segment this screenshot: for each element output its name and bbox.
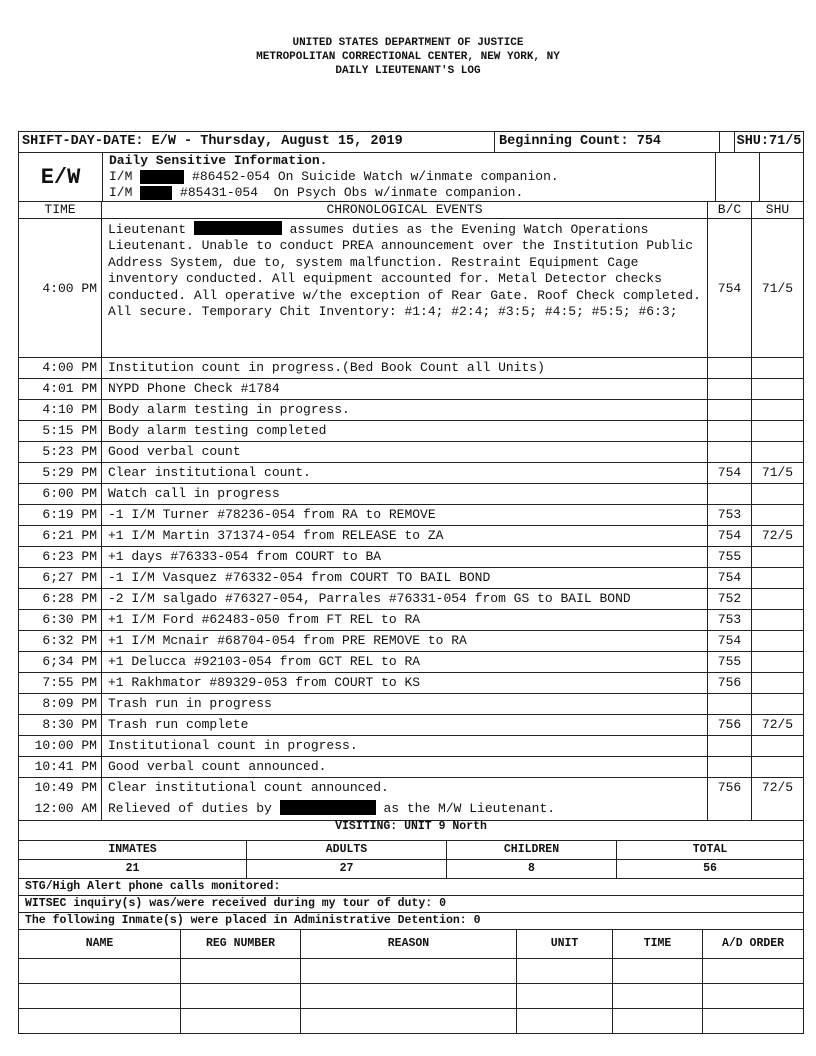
entry-shu [752, 673, 803, 693]
sensitive-info-row [19, 153, 803, 202]
redaction-block [140, 186, 172, 200]
entry-shu [752, 358, 803, 378]
log-entry [19, 610, 803, 631]
entry-time: 4:00 PM [19, 358, 102, 378]
entry-bc [708, 400, 752, 420]
entry-event-prefix: Lieutenant [108, 222, 194, 237]
entry-event-text: assumes duties as the Evening Watch Operations Lieutenant. Unable to conduct PREA announcement over the Institution Public Address System, due to, system malfunction. Restraint Equipment Cage inventory conducted. All equipment accounted for. Metal Detector checks conducted. All operative w/the exception of Rear Gate. Roof Check completed. All secure. Temporary Chit Inventory: #1:4; #2:4; #3:5; #4:5; #5:5; #6:3; [108, 222, 701, 320]
log-entry [19, 652, 803, 673]
log-entry [19, 757, 803, 778]
entry-event: Trash run in progress [102, 694, 708, 714]
entry-bc: 753 [708, 505, 752, 525]
entry-event: -1 I/M Turner #78236-054 from RA to REMOVE [102, 505, 708, 525]
visiting-children-value: 8 [447, 860, 617, 878]
entry-event: +1 Rakhmator #89329-053 from COURT to KS [102, 673, 708, 693]
entry-bc: 753 [708, 610, 752, 630]
entry-time: 7:55 PM [19, 673, 102, 693]
detention-cell [613, 959, 703, 983]
sensitive-line-2 [109, 185, 715, 201]
document-header [0, 36, 816, 78]
inmate-prefix: I/M [109, 185, 133, 200]
entry-shu [752, 589, 803, 609]
entry-shu [752, 379, 803, 399]
entry-time: 6:32 PM [19, 631, 102, 651]
visiting-adults-label: ADULTS [247, 841, 447, 859]
entry-time: 12:00 AM [19, 798, 102, 820]
visiting-adults-value: 27 [247, 860, 447, 878]
entry-bc: 754 [708, 631, 752, 651]
entry-shu: 72/5 [761, 780, 794, 795]
entry-bc [708, 694, 752, 714]
visiting-inmates-label: INMATES [19, 841, 247, 859]
beginning-count: Beginning Count: 754 [495, 132, 720, 152]
sensitive-line-1 [109, 169, 715, 185]
entry-shu [752, 547, 803, 567]
detention-cell [19, 984, 181, 1008]
entry-time: 5:15 PM [19, 421, 102, 441]
entry-time: 6:23 PM [19, 547, 102, 567]
entry-event: +1 Delucca #92103-054 from GCT REL to RA [102, 652, 708, 672]
log-entry [19, 526, 803, 547]
col-time-header: TIME [19, 202, 102, 218]
visiting-header-row [19, 841, 803, 860]
visiting-title: VISITING: UNIT 9 North [19, 813, 803, 841]
log-entry [19, 568, 803, 589]
detention-cell [703, 1009, 803, 1033]
detention-col-order: A/D ORDER [721, 937, 785, 950]
inmate-prefix: I/M [109, 169, 133, 184]
entry-time: 8:09 PM [19, 694, 102, 714]
entry-time: 6;34 PM [19, 652, 102, 672]
watch-label: E/W [19, 153, 103, 201]
entry-event: Body alarm testing in progress. [102, 400, 708, 420]
entry-shu [752, 442, 803, 462]
entry-bc: 755 [708, 652, 752, 672]
entry-time: 4:01 PM [19, 379, 102, 399]
detention-col-reg: REG NUMBER [181, 930, 301, 958]
entry-time: 4:10 PM [19, 400, 102, 420]
detention-cell [703, 959, 803, 983]
entry-event: Watch call in progress [102, 484, 708, 504]
sensitive-title: Daily Sensitive Information. [109, 153, 328, 168]
entry-event: -2 I/M salgado #76327-054, Parrales #76331-054 from GS to BAIL BOND [102, 589, 708, 609]
entry-event: +1 I/M Ford #62483-050 from FT REL to RA [102, 610, 708, 630]
entry-event: +1 I/M Martin 371374-054 from RELEASE to ZA [102, 526, 708, 546]
entry-bc: 752 [708, 589, 752, 609]
entry-time: 6:19 PM [19, 505, 102, 525]
column-header-row [19, 202, 803, 219]
detention-cell [301, 959, 517, 983]
log-entry [19, 358, 803, 379]
col-shu-header: SHU [765, 202, 790, 217]
entry-event: Clear institutional count announced. [102, 778, 708, 798]
entry-event: NYPD Phone Check #1784 [102, 379, 708, 399]
redaction-block [194, 221, 282, 235]
sensitive-line-2-text: #85431-054 On Psych Obs w/inmate companion. [172, 185, 524, 200]
entry-bc: 754 [708, 568, 752, 588]
detention-cell [517, 984, 613, 1008]
detention-cell [301, 1009, 517, 1033]
entry-time: 10:00 PM [19, 736, 102, 756]
entry-shu [752, 421, 803, 441]
sensitive-info [103, 153, 716, 201]
detention-cell [517, 959, 613, 983]
entry-time: 6:00 PM [19, 484, 102, 504]
log-entry [19, 778, 803, 798]
entry-time: 4:00 PM [19, 219, 102, 357]
entry-shu [752, 757, 803, 777]
entry-shu [752, 694, 803, 714]
entry-time: 5:29 PM [19, 463, 102, 483]
shu-count: SHU:71/5 [736, 134, 802, 149]
summary-row [19, 132, 803, 153]
entry-time: 10:49 PM [19, 778, 102, 798]
header-facility: METROPOLITAN CORRECTIONAL CENTER, NEW YORK, NY [256, 51, 560, 63]
detention-col-name: NAME [19, 930, 181, 958]
detention-col-reason: REASON [301, 930, 517, 958]
entry-time: 5:23 PM [19, 442, 102, 462]
entry-bc: 755 [708, 547, 752, 567]
witsec-note: WITSEC inquiry(s) was/were received during my tour of duty: 0 [19, 896, 803, 913]
detention-cell [301, 984, 517, 1008]
summary-spacer [720, 132, 735, 152]
log-entry [19, 715, 803, 736]
entry-bc: 754 [708, 463, 752, 483]
visiting-values-row [19, 860, 803, 879]
entry-event: Body alarm testing completed [102, 421, 708, 441]
detention-cell [613, 984, 703, 1008]
sensitive-line-1-text: #86452-054 On Suicide Watch w/inmate companion. [184, 169, 559, 184]
entry-bc [708, 421, 752, 441]
entry-bc: 754 [708, 526, 752, 546]
entry-shu: 71/5 [761, 280, 794, 296]
detention-cell [517, 1009, 613, 1033]
entry-shu [752, 505, 803, 525]
log-entry [19, 484, 803, 505]
detention-cell [181, 1009, 301, 1033]
entry-time: 8:30 PM [19, 715, 102, 735]
log-entry [19, 547, 803, 568]
entry-time: 10:41 PM [19, 757, 102, 777]
detention-cell [181, 959, 301, 983]
entry-event: Institutional count in progress. [102, 736, 708, 756]
entry-bc: 756 [708, 673, 752, 693]
entry-bc [708, 358, 752, 378]
shift-day-date: SHIFT-DAY-DATE: E/W - Thursday, August 15, 2019 [19, 132, 495, 152]
detention-header-row [19, 930, 803, 959]
entry-bc [708, 736, 752, 756]
visiting-total-value: 56 [703, 862, 717, 875]
entry-bc [708, 484, 752, 504]
entry-time: 6:28 PM [19, 589, 102, 609]
entry-bc [708, 442, 752, 462]
entry-event-prefix: Relieved of duties by [108, 801, 280, 816]
col-events-header: CHRONOLOGICAL EVENTS [102, 202, 708, 218]
entry-event: Good verbal count [102, 442, 708, 462]
log-entry [19, 379, 803, 400]
entry-shu [752, 568, 803, 588]
entry-event: Trash run complete [102, 715, 708, 735]
entry-shu [752, 736, 803, 756]
entry-bc: 754 [708, 219, 752, 357]
log-entry [19, 631, 803, 652]
log-entry [19, 589, 803, 610]
detention-col-unit: UNIT [517, 930, 613, 958]
entry-shu: 71/5 [761, 465, 794, 480]
visiting-section [18, 813, 804, 1034]
entry-shu: 72/5 [761, 528, 794, 543]
entry-event: Good verbal count announced. [102, 757, 708, 777]
log-entry [19, 442, 803, 463]
entry-bc [708, 757, 752, 777]
entry-event [102, 219, 708, 357]
header-agency: UNITED STATES DEPARTMENT OF JUSTICE [292, 37, 524, 49]
log-entry [19, 400, 803, 421]
entry-event: +1 I/M Mcnair #68704-054 from PRE REMOVE to RA [102, 631, 708, 651]
detention-cell [613, 1009, 703, 1033]
entry-bc: 756 [708, 715, 752, 735]
log-entries [19, 358, 803, 798]
entry-event: +1 days #76333-054 from COURT to BA [102, 547, 708, 567]
entry-time: 6;27 PM [19, 568, 102, 588]
log-entry [19, 694, 803, 715]
log-entry [19, 736, 803, 757]
detention-cell [19, 959, 181, 983]
entry-bc: 756 [708, 778, 752, 798]
entry-event-suffix: as the M/W Lieutenant. [375, 801, 556, 816]
detention-cell [181, 984, 301, 1008]
entry-shu [752, 631, 803, 651]
visiting-total-label: TOTAL [692, 843, 728, 856]
log-entry [19, 463, 803, 484]
col-bc-header: B/C [708, 202, 752, 218]
stg-note: STG/High Alert phone calls monitored: [19, 879, 803, 896]
entry-time: 6:30 PM [19, 610, 102, 630]
visiting-inmates-value: 21 [19, 860, 247, 878]
detention-cell [703, 984, 803, 1008]
entry-time: 6:21 PM [19, 526, 102, 546]
detention-col-time: TIME [613, 930, 703, 958]
visiting-children-label: CHILDREN [447, 841, 617, 859]
log-entry [19, 673, 803, 694]
sensitive-bc-cell [716, 153, 760, 201]
entry-shu [752, 652, 803, 672]
entry-shu [752, 484, 803, 504]
detention-row [19, 984, 803, 1009]
log-entry [19, 421, 803, 442]
log-entry-first [19, 219, 803, 358]
entry-bc [708, 379, 752, 399]
detention-cell [19, 1009, 181, 1033]
entry-event: Institution count in progress.(Bed Book Count all Units) [102, 358, 708, 378]
sensitive-shu-cell [760, 153, 803, 201]
entry-shu: 72/5 [761, 717, 794, 732]
admin-detention-note: The following Inmate(s) were placed in Administrative Detention: 0 [19, 913, 803, 930]
redaction-block [140, 170, 184, 184]
log-entry [19, 505, 803, 526]
detention-row [19, 959, 803, 984]
header-log-title: DAILY LIEUTENANT'S LOG [335, 65, 481, 77]
detention-row [19, 1009, 803, 1033]
entry-event: -1 I/M Vasquez #76332-054 from COURT TO BAIL BOND [102, 568, 708, 588]
entry-event: Clear institutional count. [102, 463, 708, 483]
entry-shu [752, 400, 803, 420]
log-table [18, 131, 804, 821]
entry-shu [752, 610, 803, 630]
